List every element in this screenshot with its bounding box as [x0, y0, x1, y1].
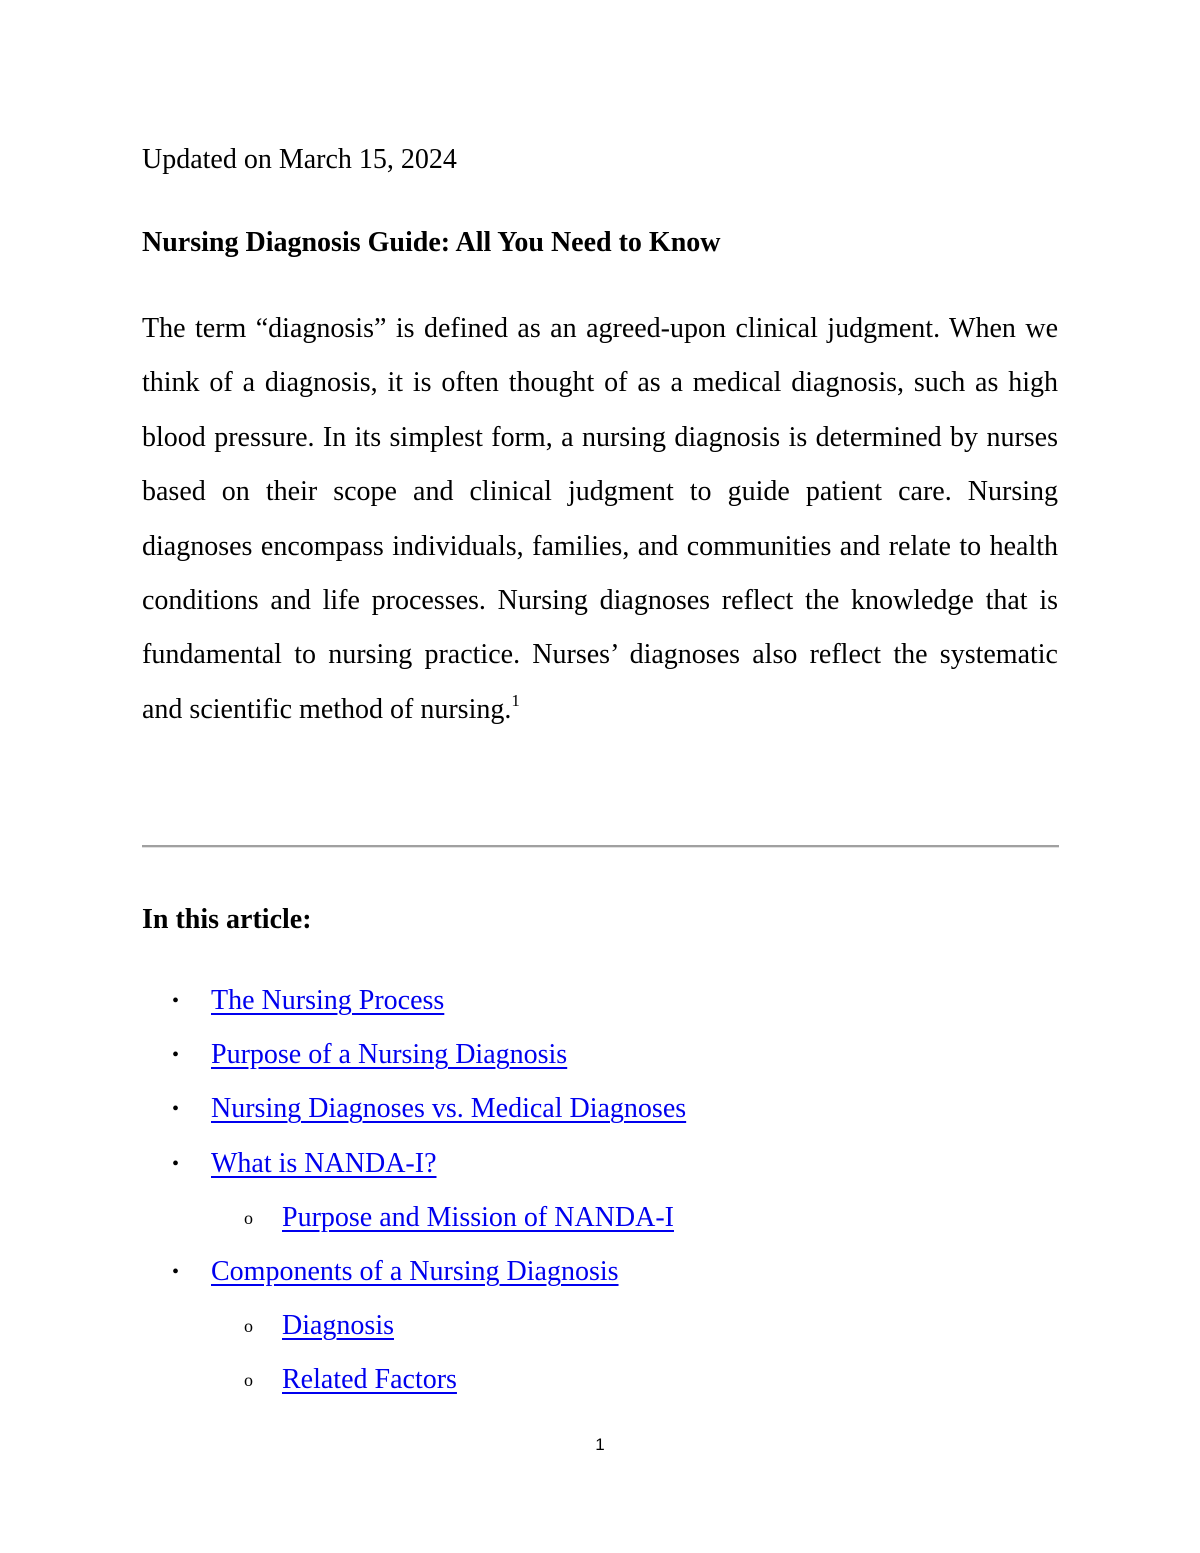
toc-link-nanda-mission[interactable]: Purpose and Mission of NANDA-I — [282, 1201, 674, 1233]
toc-item — [0, 981, 1200, 1035]
bullet-icon: • — [172, 1044, 180, 1067]
bullet-icon: • — [172, 1260, 180, 1283]
updated-date: Updated on March 15, 2024 — [142, 144, 457, 175]
bullet-icon: • — [172, 1098, 180, 1121]
toc-link-related-factors[interactable]: Related Factors — [282, 1364, 457, 1396]
toc-subitem — [0, 1306, 1200, 1360]
bullet-icon: • — [172, 990, 180, 1012]
toc-link-nursing-process[interactable]: The Nursing Process — [211, 985, 445, 1016]
toc-item — [0, 1252, 1200, 1306]
toc-link-nanda[interactable]: What is NANDA-I? — [211, 1147, 437, 1179]
horizontal-divider — [142, 845, 1059, 848]
toc-link-components[interactable]: Components of a Nursing Diagnosis — [211, 1255, 619, 1287]
toc-item — [0, 1035, 1200, 1089]
page-number: 1 — [595, 1435, 605, 1454]
table-of-contents — [0, 981, 1200, 1415]
toc-link-diagnosis[interactable]: Diagnosis — [282, 1310, 394, 1342]
toc-item — [0, 1144, 1200, 1198]
intro-paragraph — [142, 302, 1058, 737]
toc-heading: In this article: — [142, 904, 312, 935]
toc-link-purpose[interactable]: Purpose of a Nursing Diagnosis — [211, 1039, 568, 1071]
intro-text: The term “diagnosis” is defined as an agreed-upon clinical judgment. When we think of a diagnosis, it is often thought of as a medical diagnosis, such as high blood pressure. In its simplest form, a nursing diagnosis is determined by nurses based on their scope and clinical judgment to guide patient care. Nursing diagnoses encompass individuals, families, and communities and relate to health conditions and life processes. Nursing diagnoses reflect the knowledge that is fundamental to nursing practice. Nurses’ diagnoses also reflect the systematic and scientific method of nursing. — [142, 313, 1058, 725]
article-title: Nursing Diagnosis Guide: All You Need to Know — [142, 227, 721, 258]
footnote-reference[interactable]: 1 — [511, 690, 520, 710]
circle-bullet-icon: o — [244, 1207, 253, 1228]
circle-bullet-icon: o — [244, 1370, 253, 1391]
circle-bullet-icon: o — [244, 1316, 253, 1337]
toc-subitem — [0, 1198, 1200, 1252]
toc-subitem — [0, 1360, 1200, 1414]
toc-item — [0, 1089, 1200, 1143]
toc-link-vs-medical[interactable]: Nursing Diagnoses vs. Medical Diagnoses — [211, 1093, 687, 1125]
bullet-icon: • — [172, 1152, 180, 1175]
